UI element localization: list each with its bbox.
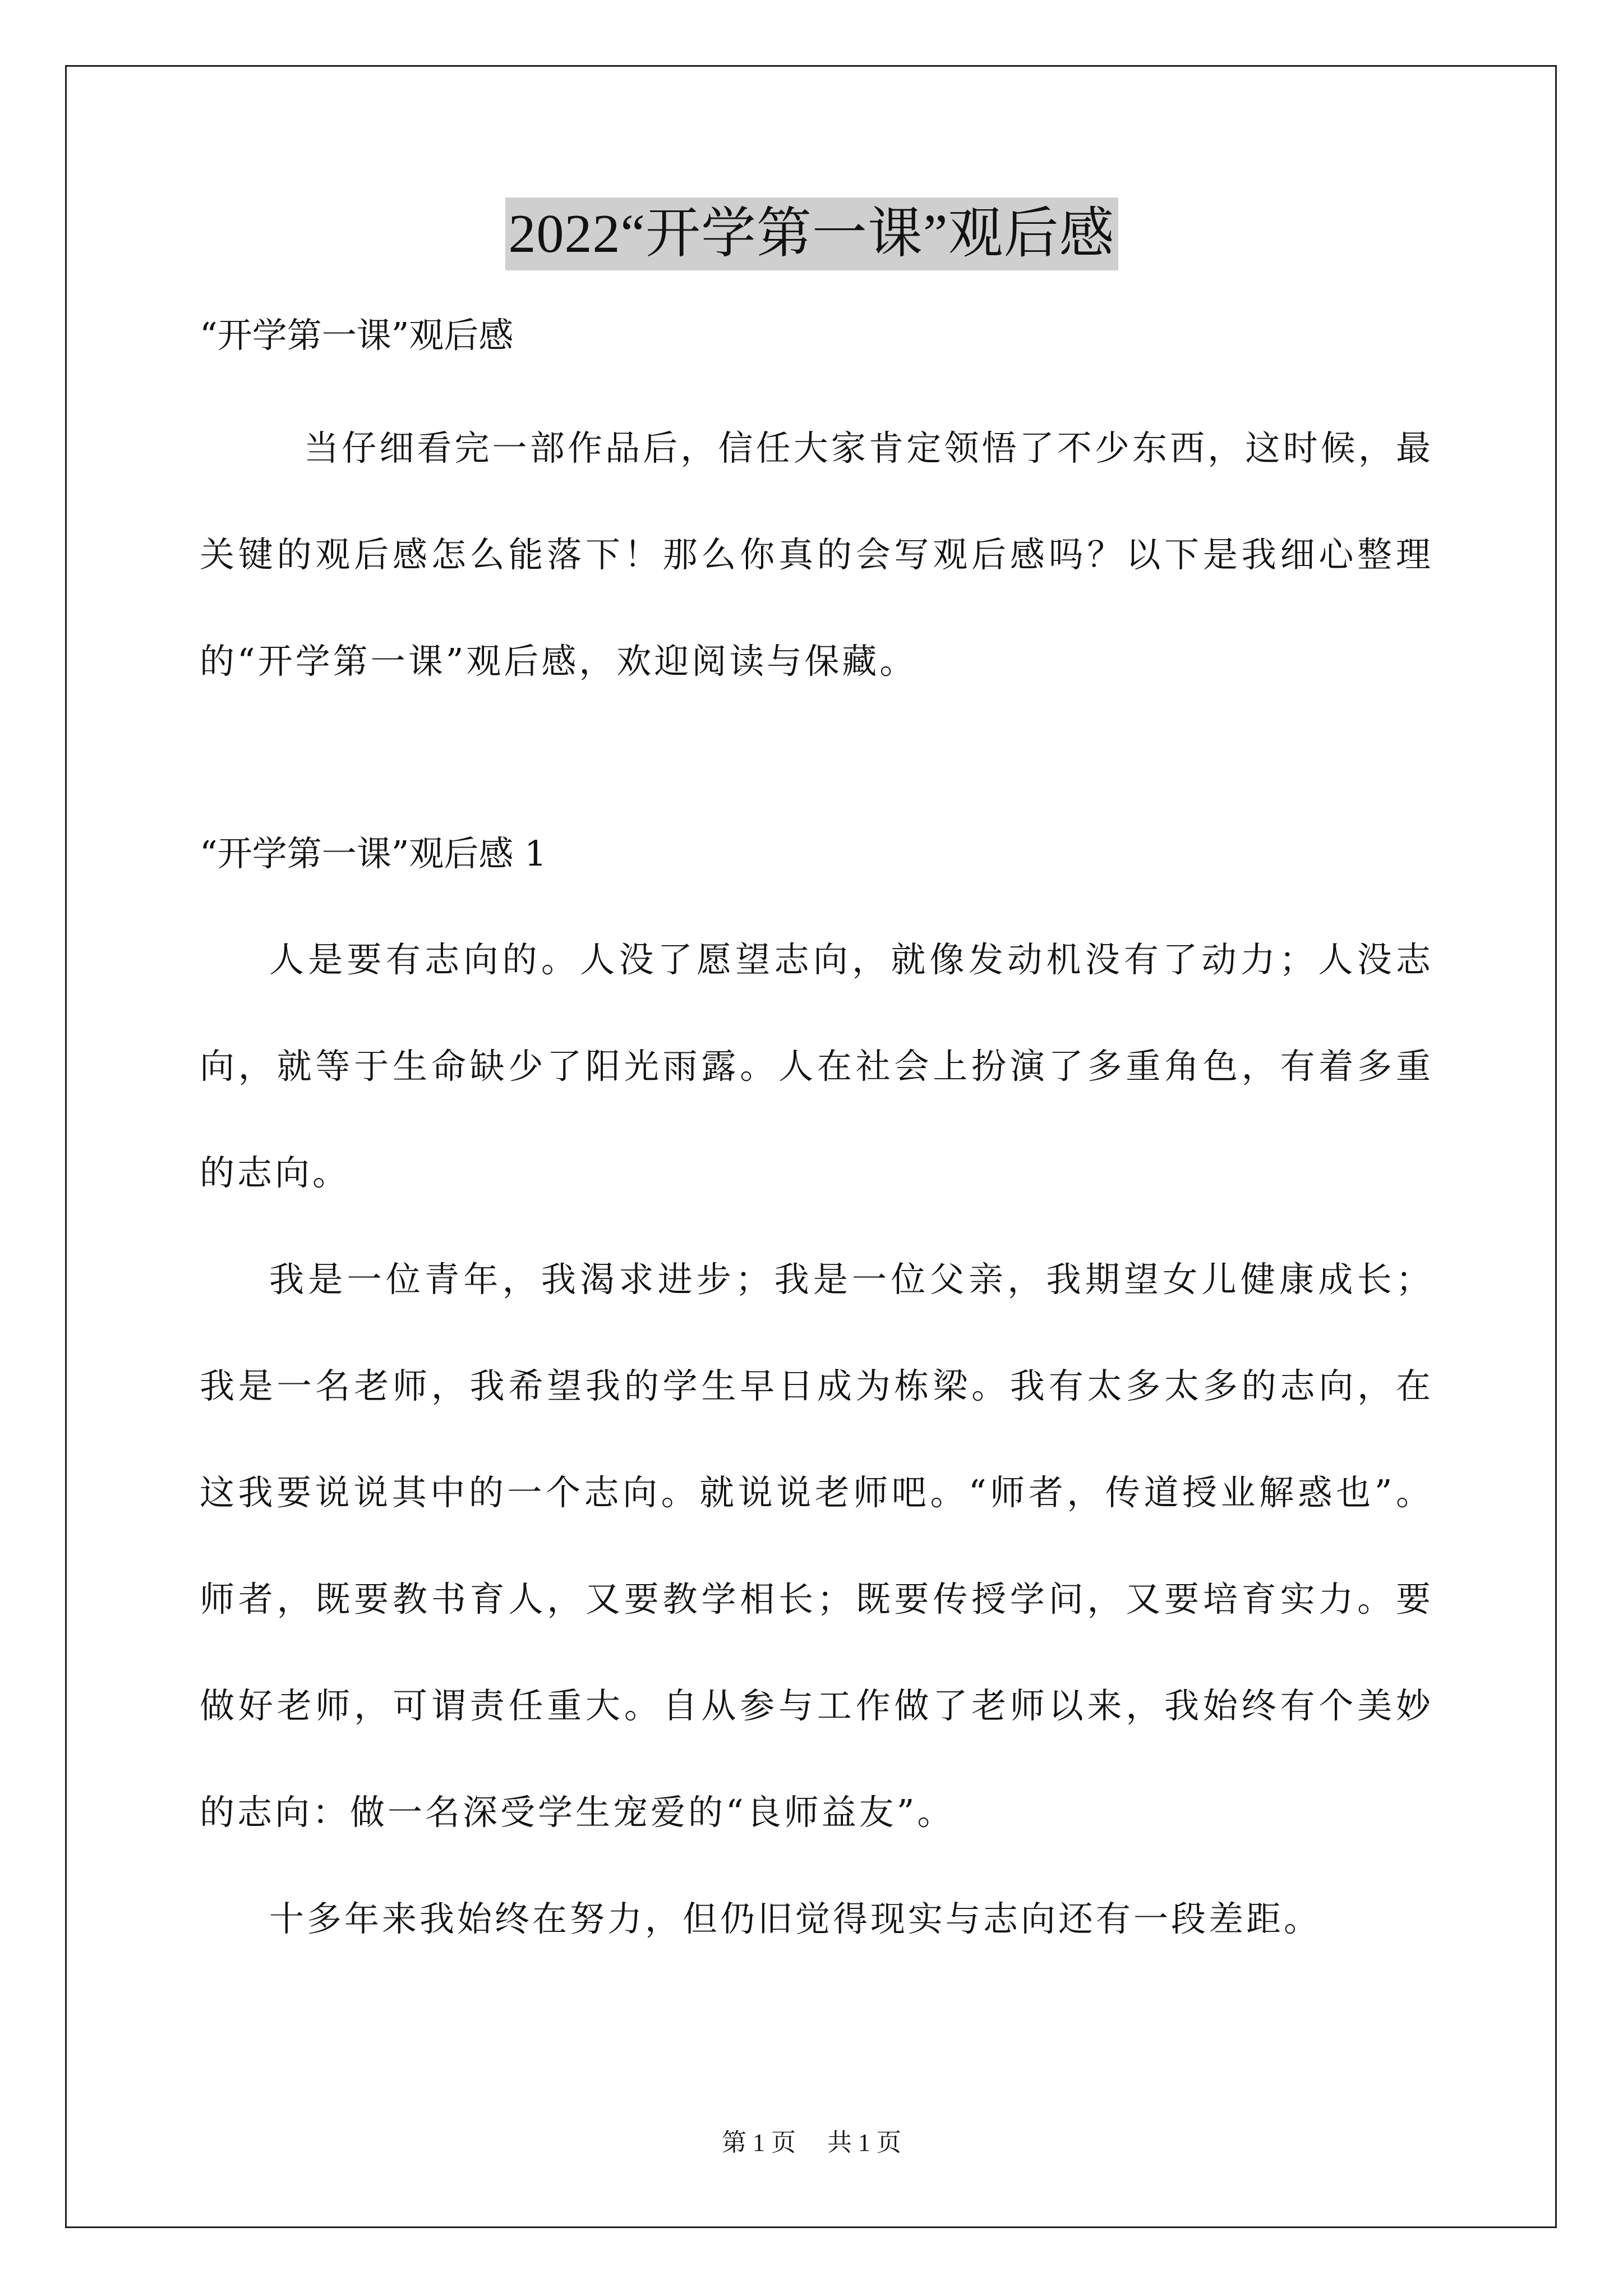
document-body: [200, 307, 1433, 1972]
body-paragraph: 我是一位青年，我渴求进步；我是一位父亲，我期望女儿健康成长；我是一名老师，我希望我的学生早日成为栋梁。我有太多太多的志向，在这我要说说其中的一个志向。就说说老师吧。“师者，传道授业解惑也”。师者，既要教书育人，又要教学相长；既要传授学问，又要培育实力。要做好老师，可谓责任重大。自从参与工作做了老师以来，我始终有个美妙的志向：做一名深受学生宠爱的“良师益友”。: [200, 1259, 1433, 1833]
page-total: 共 1 页: [827, 2129, 901, 2156]
spacer: [200, 882, 1433, 907]
document-title: 2022“开学第一课”观后感: [505, 197, 1118, 270]
spacer: [200, 364, 1433, 395]
spacer: [200, 715, 1433, 826]
section-heading: “开学第一课”观后感 1: [200, 833, 547, 874]
intro-heading: “开学第一课”观后感: [200, 315, 514, 356]
body-paragraph: 十多年来我始终在努力，但仍旧觉得现实与志向还有一段差距。: [269, 1898, 1322, 1939]
page-number: 第 1 页: [722, 2129, 796, 2156]
page-footer: [0, 2126, 1623, 2160]
body-paragraph: 人是要有志向的。人没了愿望志向，就像发动机没有了动力；人没志向，就等于生命缺少了阳光雨露。人在社会上扮演了多重角色，有着多重的志向。: [200, 939, 1433, 1193]
title-container: [0, 197, 1623, 270]
intro-paragraph: 当仔细看完一部作品后，信任大家肯定领悟了不少东西，这时候，最关键的观后感怎么能落下！那么你真的会写观后感吗？以下是我细心整理的“开学第一课”观后感，欢迎阅读与保藏。: [200, 427, 1433, 682]
